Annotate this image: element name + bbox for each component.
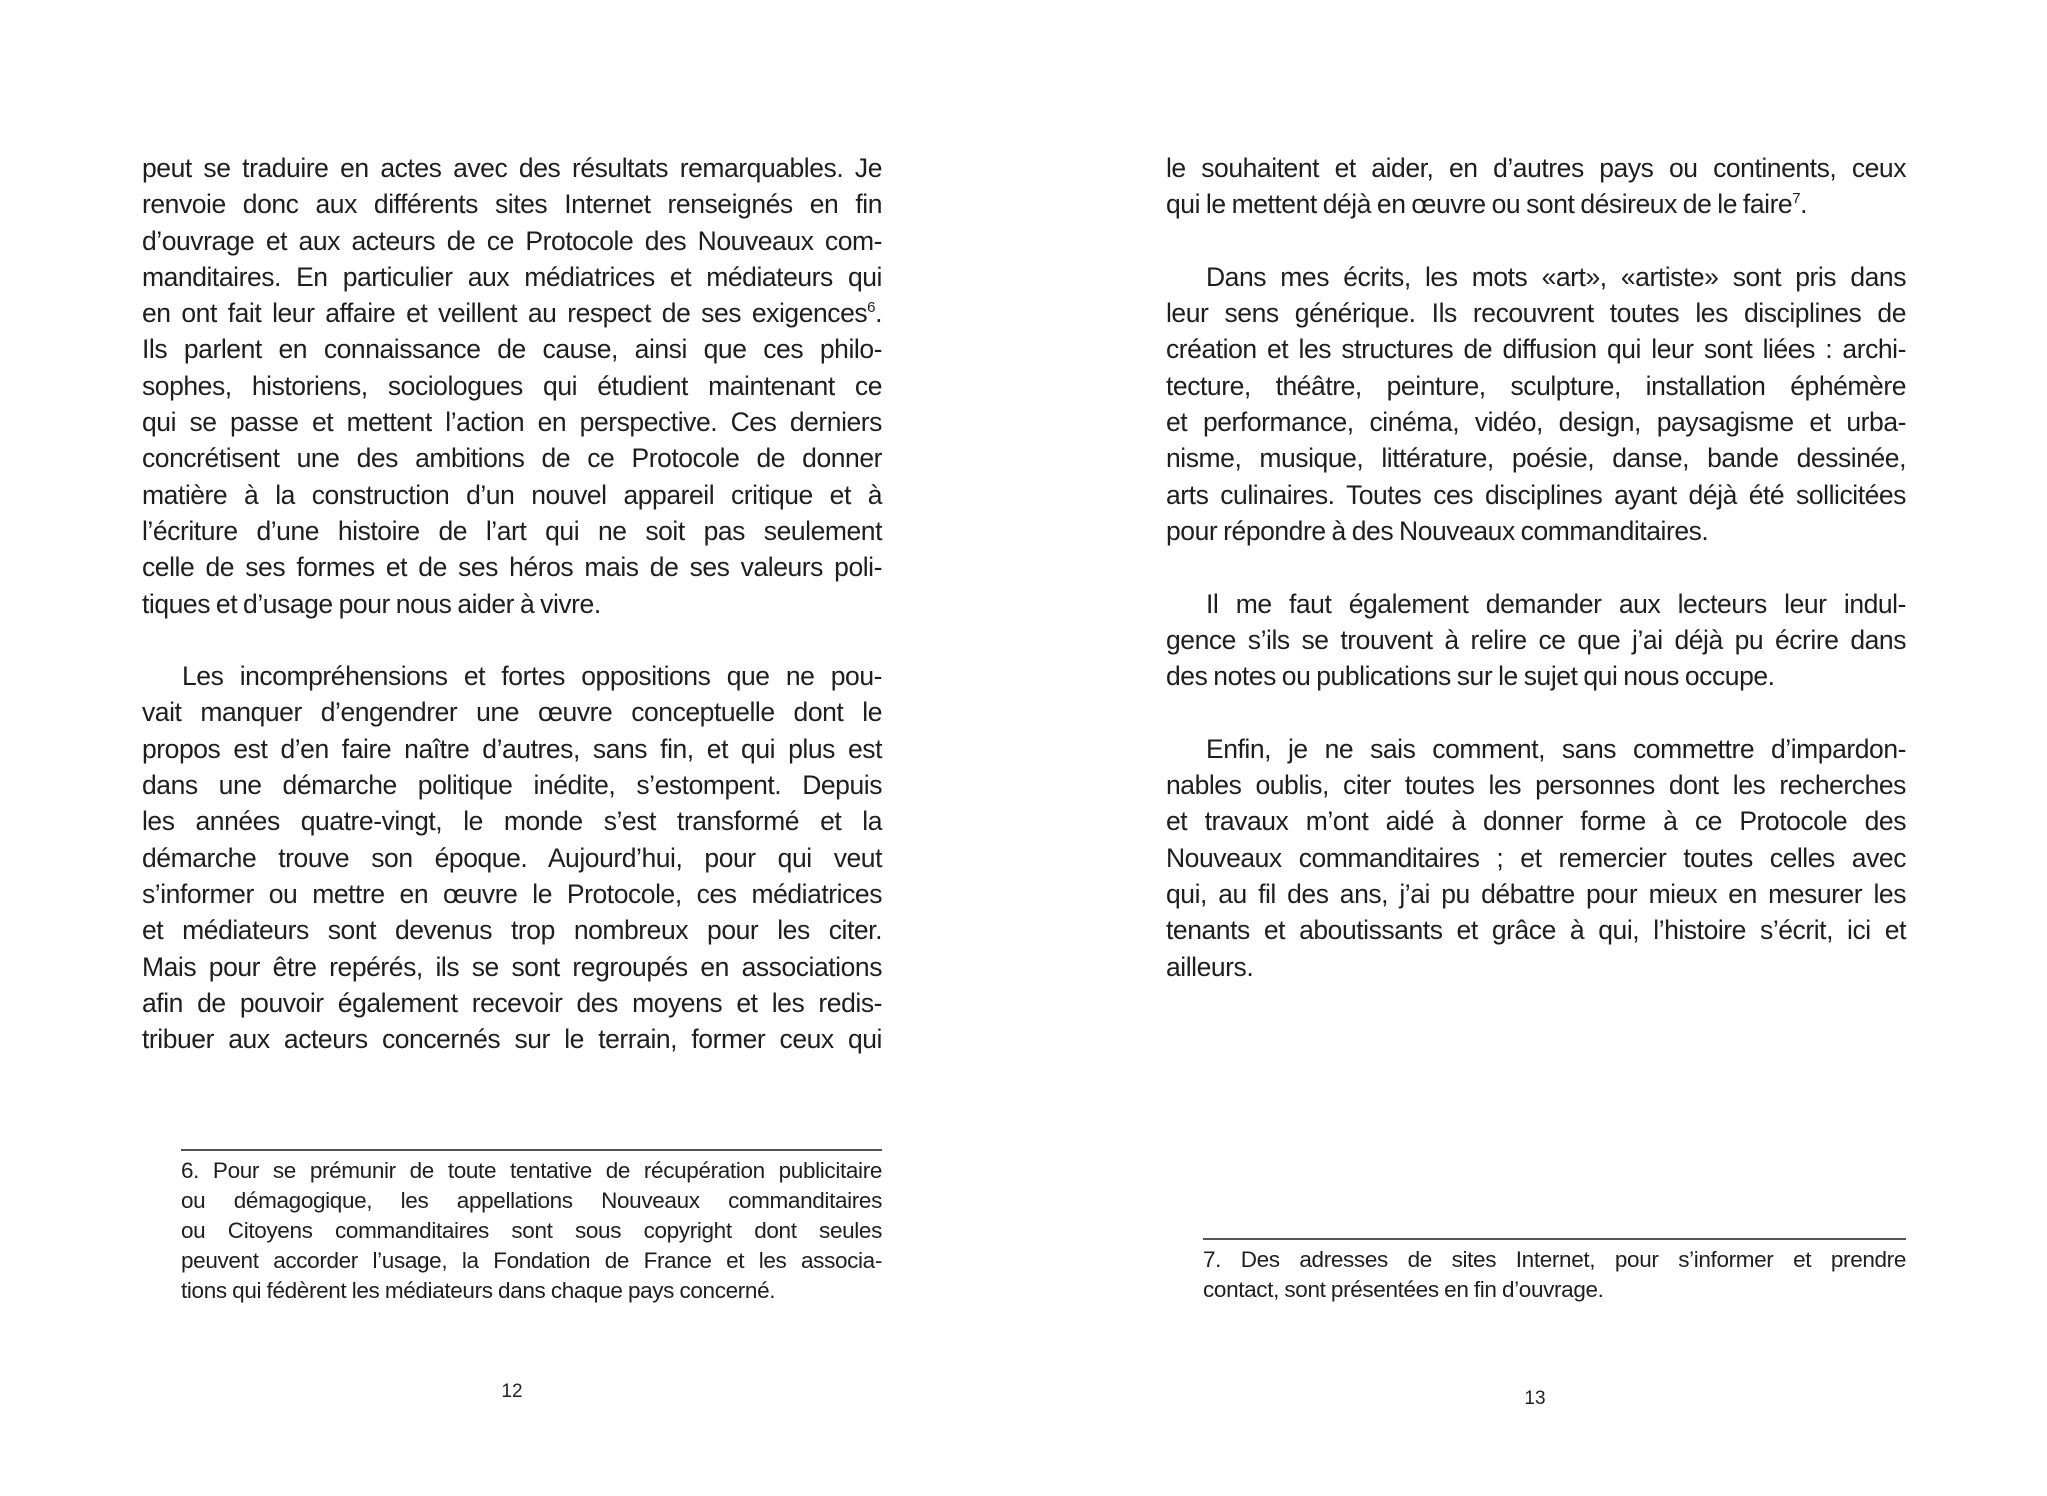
body-line: qui se passe et mettent l’action en perspective. Ces derniers [142, 407, 882, 438]
body-line: pour répondre à des Nouveaux commanditaires. [1166, 515, 1709, 546]
body-line: des notes ou publications sur le sujet qui nous occupe. [1166, 661, 1775, 692]
body-line: Dans mes écrits, les mots «art», «artiste» sont pris dans [1206, 261, 1906, 292]
body-line: en ont fait leur affaire et veillent au respect de ses exigences$^6$. [142, 298, 882, 329]
footnote-7 [1203, 1245, 1906, 1305]
footnote-line: contact, sont présentées en fin d’ouvrage. [1203, 1277, 1604, 1302]
body-line: création et les structures de diffusion qui leur sont liées : archi- [1166, 334, 1906, 365]
footnote-divider [181, 1149, 882, 1151]
right-body-text [1166, 150, 1906, 985]
body-line: dans une démarche politique inédite, s’estompent. Depuis [142, 770, 882, 801]
body-line: arts culinaires. Toutes ces disciplines ayant déjà été sollicitées [1166, 479, 1906, 510]
body-line: sophes, historiens, sociologues qui étudient maintenant ce [142, 370, 882, 401]
body-line: d’ouvrage et aux acteurs de ce Protocole des Nouveaux com- [142, 225, 882, 256]
footnote-line: ou Citoyens commanditaires sont sous copyright dont seules [181, 1218, 882, 1243]
body-line: Nouveaux commanditaires ; et remercier toutes celles avec [1166, 842, 1906, 873]
body-line: concrétisent une des ambitions de ce Protocole de donner [142, 443, 882, 474]
left-page [0, 0, 1023, 1496]
body-line: et médiateurs sont devenus trop nombreux pour les citer. [142, 915, 882, 946]
right-page [1023, 0, 2047, 1496]
body-line: le souhaitent et aider, en d’autres pays ou continents, ceux [1166, 153, 1906, 183]
body-line: gence s’ils se trouvent à relire ce que j’ai déjà pu écrire dans [1166, 624, 1906, 655]
footnote-ref-6[interactable]: 6 [867, 299, 876, 317]
footnote-line: ou démagogique, les appellations Nouveaux commanditaires [181, 1188, 882, 1213]
body-line: tiques et d’usage pour nous aider à vivre. [142, 588, 601, 619]
footnote-ref-7[interactable]: 7 [1792, 190, 1801, 208]
body-line: matière à la construction d’un nouvel appareil critique et à [142, 479, 882, 510]
left-body-text [142, 150, 882, 1057]
body-line: tecture, théâtre, peinture, sculpture, installation éphémère [1166, 370, 1906, 401]
body-line: Il me faut également demander aux lecteurs leur indul- [1206, 588, 1906, 619]
body-line: nables oublis, citer toutes les personnes dont les recherches [1166, 770, 1906, 801]
body-line: s’informer ou mettre en œuvre le Protocole, ces médiatrices [142, 878, 882, 909]
body-line: Ils parlent en connaissance de cause, ainsi que ces philo- [142, 334, 882, 365]
body-line: et travaux m’ont aidé à donner forme à ce Protocole des [1166, 806, 1906, 837]
body-line: qui, au fil des ans, j’ai pu débattre pour mieux en mesurer les [1166, 878, 1906, 909]
body-line: Mais pour être repérés, ils se sont regroupés en associations [142, 951, 882, 982]
footnote-line: tions qui fédèrent les médiateurs dans chaque pays concerné. [181, 1278, 776, 1303]
footnote-line: peuvent accorder l’usage, la Fondation de France et les associa- [181, 1248, 882, 1273]
body-line: l’écriture d’une histoire de l’art qui ne soit pas seulement [142, 515, 882, 546]
body-line: les années quatre-vingt, le monde s’est transformé et la [142, 806, 882, 837]
body-line: manditaires. En particulier aux médiatrices et médiateurs qui [142, 261, 882, 292]
page-number: 13 [1524, 1388, 1546, 1409]
page-number: 12 [501, 1381, 523, 1402]
body-line: et performance, cinéma, vidéo, design, paysagisme et urba- [1166, 407, 1906, 438]
footnote-line: 7. Des adresses de sites Internet, pour s’informer et prendre [1203, 1247, 1906, 1272]
footnote-divider [1203, 1238, 1906, 1240]
body-line: afin de pouvoir également recevoir des moyens et les redis- [142, 987, 882, 1018]
body-line: Enfin, je ne sais comment, sans commettre d’impardon- [1206, 733, 1906, 764]
body-line: renvoie donc aux différents sites Internet renseignés en fin [142, 189, 882, 220]
body-line: ailleurs. [1166, 951, 1254, 982]
body-line: leur sens générique. Ils recouvrent toutes les disciplines de [1166, 298, 1906, 329]
footnote-line: 6. Pour se prémunir de toute tentative de récupération publicitaire [181, 1158, 882, 1183]
body-line: qui le mettent déjà en œuvre ou sont désireux de le faire$^7$. [1166, 189, 1808, 220]
body-line: vait manquer d’engendrer une œuvre conceptuelle dont le [142, 697, 882, 728]
body-line: Les incompréhensions et fortes oppositions que ne pou- [182, 661, 882, 692]
body-line: propos est d’en faire naître d’autres, sans fin, et qui plus est [142, 733, 882, 764]
body-line: tenants et aboutissants et grâce à qui, l’histoire s’écrit, ici et [1166, 915, 1906, 946]
body-line: tribuer aux acteurs concernés sur le terrain, former ceux qui [142, 1024, 882, 1055]
body-line: celle de ses formes et de ses héros mais de ses valeurs poli- [142, 552, 882, 583]
footnote-6 [181, 1156, 882, 1306]
body-line: démarche trouve son époque. Aujourd’hui, pour qui veut [142, 842, 882, 873]
body-line: peut se traduire en actes avec des résultats remarquables. Je [142, 153, 882, 183]
body-line: nisme, musique, littérature, poésie, danse, bande dessinée, [1166, 443, 1906, 474]
